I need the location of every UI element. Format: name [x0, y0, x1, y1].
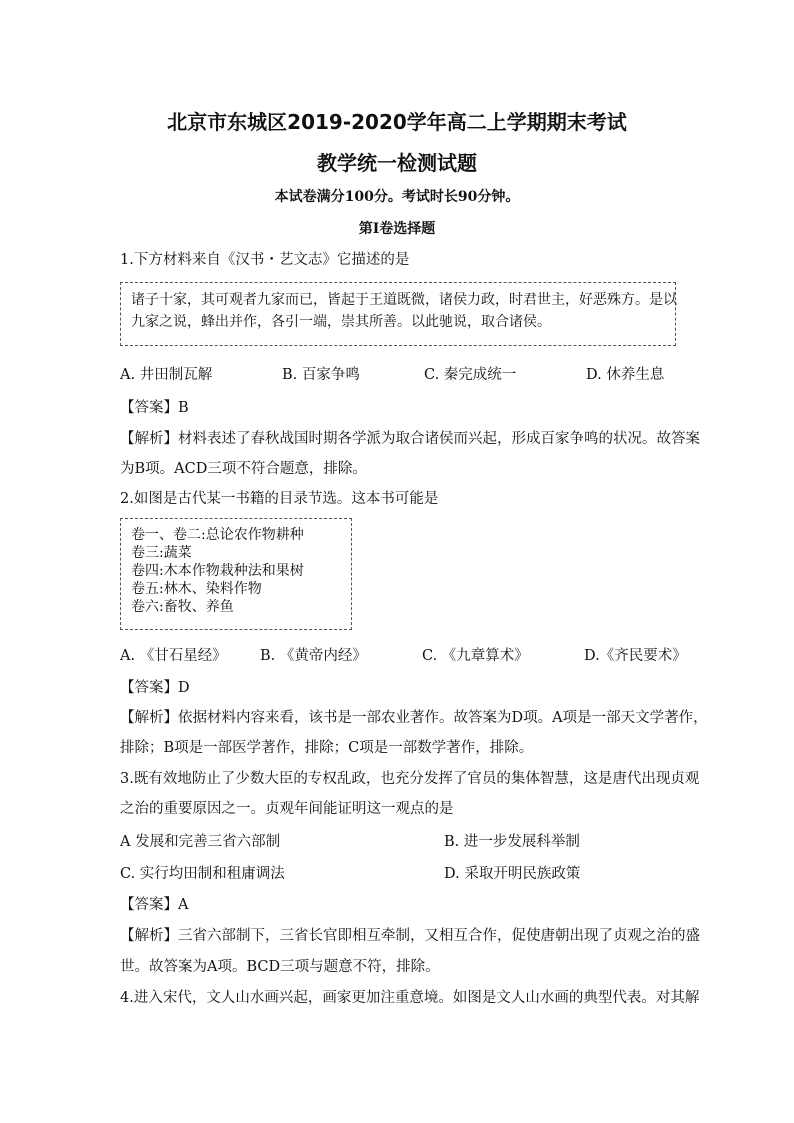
q2-option-a: A. 《甘石星经》 [120, 648, 227, 664]
q3-stem-line: 3.既有效地防止了少数大臣的专权乱政，也充分发挥了官员的集体智慧，这是唐代出现贞观 [120, 771, 700, 787]
q3-stem-line: 之治的重要原因之一。贞观年间能证明这一观点的是 [120, 801, 454, 817]
q3-option-c: C. 实行均田制和租庸调法 [120, 866, 285, 882]
q2-answer: 【答案】D [120, 680, 190, 696]
q1-quote-line: 诸子十家，其可观者九家而已，皆起于王道既微，诸侯力政，时君世主，好恶殊方。是以 [131, 292, 677, 308]
q2-analysis-line: 【解析】依据材料内容来看，该书是一部农业著作。故答案为D项。A项是一部天文学著作， [120, 710, 708, 726]
q1-option-a: A. 井田制瓦解 [120, 367, 213, 383]
q3-option-b: B. 进一步发展科举制 [444, 834, 580, 850]
q2-toc-line: 卷六:畜牧、养鱼 [131, 599, 234, 615]
q3-option-d: D. 采取开明民族政策 [444, 866, 581, 882]
q2-option-b: B. 《黄帝内经》 [260, 648, 367, 664]
exam-note: 本试卷满分100分。考试时长90分钟。 [274, 189, 520, 205]
q2-option-c: C. 《九章算术》 [422, 648, 529, 664]
q3-option-a: A 发展和完善三省六部制 [120, 834, 281, 850]
q1-analysis-line: 为B项。ACD三项不符合题意，排除。 [120, 461, 367, 477]
q3-analysis-line: 【解析】三省六部制下，三省长官即相互牵制，又相互合作，促使唐朝出现了贞观之治的盛 [120, 928, 700, 944]
exam-subtitle: 教学统一检测试题 [317, 151, 477, 175]
q2-option-d: D.《齐民要术》 [584, 648, 687, 664]
q3-analysis-line: 世。故答案为A项。BCD三项与题意不符，排除。 [120, 959, 440, 975]
q3-answer: 【答案】A [120, 897, 189, 913]
q1-option-d: D. 休养生息 [586, 367, 665, 383]
q1-quote-line: 九家之说，蜂出并作，各引一端，崇其所善。以此驰说，取合诸侯。 [131, 314, 551, 330]
q1-answer: 【答案】B [120, 400, 189, 416]
q2-toc-line: 卷五:林木、染料作物 [131, 581, 262, 597]
q2-toc-box [120, 518, 352, 630]
q4-stem: 4.进入宋代，文人山水画兴起，画家更加注重意境。如图是文人山水画的典型代表。对其解 [120, 990, 700, 1006]
exam-title: 北京市东城区2019-2020学年高二上学期期末考试 [167, 110, 627, 134]
q1-analysis-line: 【解析】材料表述了春秋战国时期各学派为取合诸侯而兴起，形成百家争鸣的状况。故答案 [120, 431, 700, 447]
q2-stem: 2.如图是古代某一书籍的目录节选。这本书可能是 [120, 491, 439, 507]
q2-toc-line: 卷一、卷二:总论农作物耕种 [131, 527, 304, 543]
q2-toc-line: 卷三:蔬菜 [131, 545, 192, 561]
q2-toc-line: 卷四:木本作物栽种法和果树 [131, 563, 304, 579]
section-heading: 第I卷选择题 [358, 221, 436, 237]
q2-analysis-line: 排除；B项是一部医学著作，排除；C项是一部数学著作，排除。 [120, 740, 534, 756]
q1-option-c: C. 秦完成统一 [424, 367, 517, 383]
q1-quote-box [120, 282, 676, 346]
q1-stem: 1.下方材料来自《汉书・艺文志》它描述的是 [120, 252, 410, 268]
q1-option-b: B. 百家争鸣 [282, 367, 360, 383]
